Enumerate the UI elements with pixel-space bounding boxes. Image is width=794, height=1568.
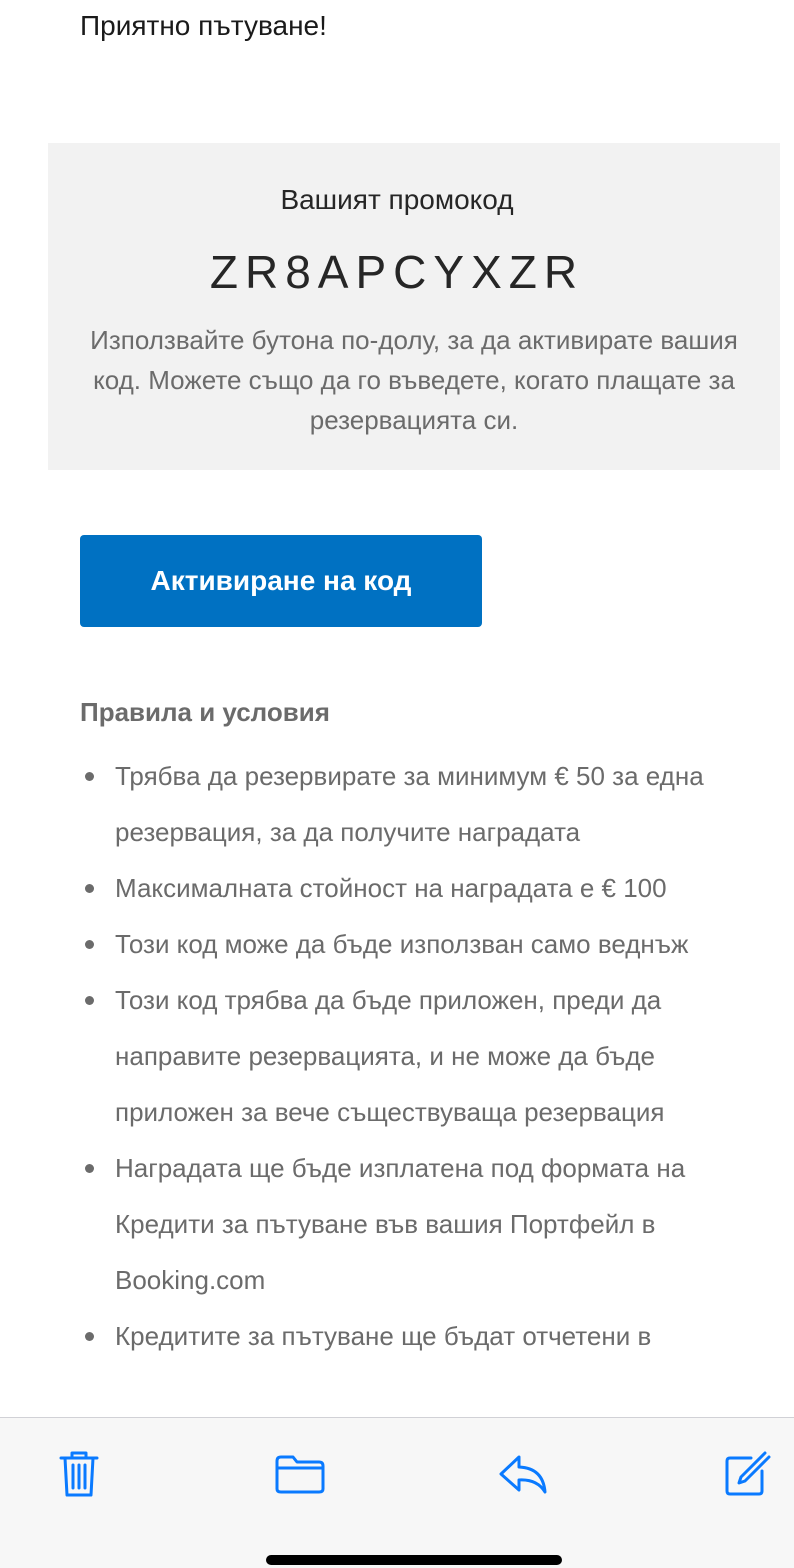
folder-icon: [274, 1453, 326, 1495]
terms-list-item: [80, 972, 760, 1140]
terms-list-item: [80, 860, 760, 916]
reply-button[interactable]: [493, 1444, 553, 1504]
terms-list-item: [80, 748, 760, 860]
terms-list-item: [80, 1140, 760, 1308]
terms-list-item: [80, 1308, 760, 1364]
terms-item-text: Максималната стойност на наградата е € 100: [115, 873, 667, 903]
promo-code[interactable]: ZR8APCYXZR: [209, 246, 585, 298]
compose-button[interactable]: [716, 1444, 776, 1504]
mail-toolbar: [0, 1417, 794, 1568]
terms-item-text: Наградата ще бъде изплатена под формата на Кредити за пътуване във вашия Портфейл в Booking.com: [115, 1153, 686, 1295]
activate-code-button[interactable]: Активиране на код: [80, 535, 482, 627]
terms-item-text: Този код може да бъде използван само веднъж: [115, 929, 689, 959]
terms-item-text: Кредитите за пътуване ще бъдат отчетени в: [115, 1321, 652, 1351]
terms-heading: Правила и условия: [80, 697, 330, 727]
bullet-icon: [85, 1164, 94, 1173]
greeting-text: Приятно пътуване!: [80, 10, 327, 41]
bullet-icon: [85, 772, 94, 781]
bullet-icon: [85, 884, 94, 893]
promo-title: Вашият промокод: [280, 184, 514, 215]
reply-icon: [497, 1452, 549, 1496]
bullet-icon: [85, 996, 94, 1005]
compose-icon: [721, 1449, 771, 1499]
trash-icon: [57, 1448, 101, 1500]
home-indicator: [266, 1555, 562, 1565]
move-to-folder-button[interactable]: [270, 1444, 330, 1504]
terms-list-item: [80, 916, 760, 972]
promo-description: Използвайте бутона по-долу, за да активирате вашия код. Можете също да го въведете, когато плащате за резервацията си.: [90, 325, 738, 435]
terms-item-text: Трябва да резервирате за минимум € 50 за една резервация, за да получите наградата: [115, 761, 704, 847]
bullet-icon: [85, 940, 94, 949]
bullet-icon: [85, 1332, 94, 1341]
delete-button[interactable]: [49, 1444, 109, 1504]
terms-list: [80, 748, 760, 1364]
terms-item-text: Този код трябва да бъде приложен, преди да направите резервацията, и не може да бъде приложен за вече съществуваща резервация: [115, 985, 665, 1127]
